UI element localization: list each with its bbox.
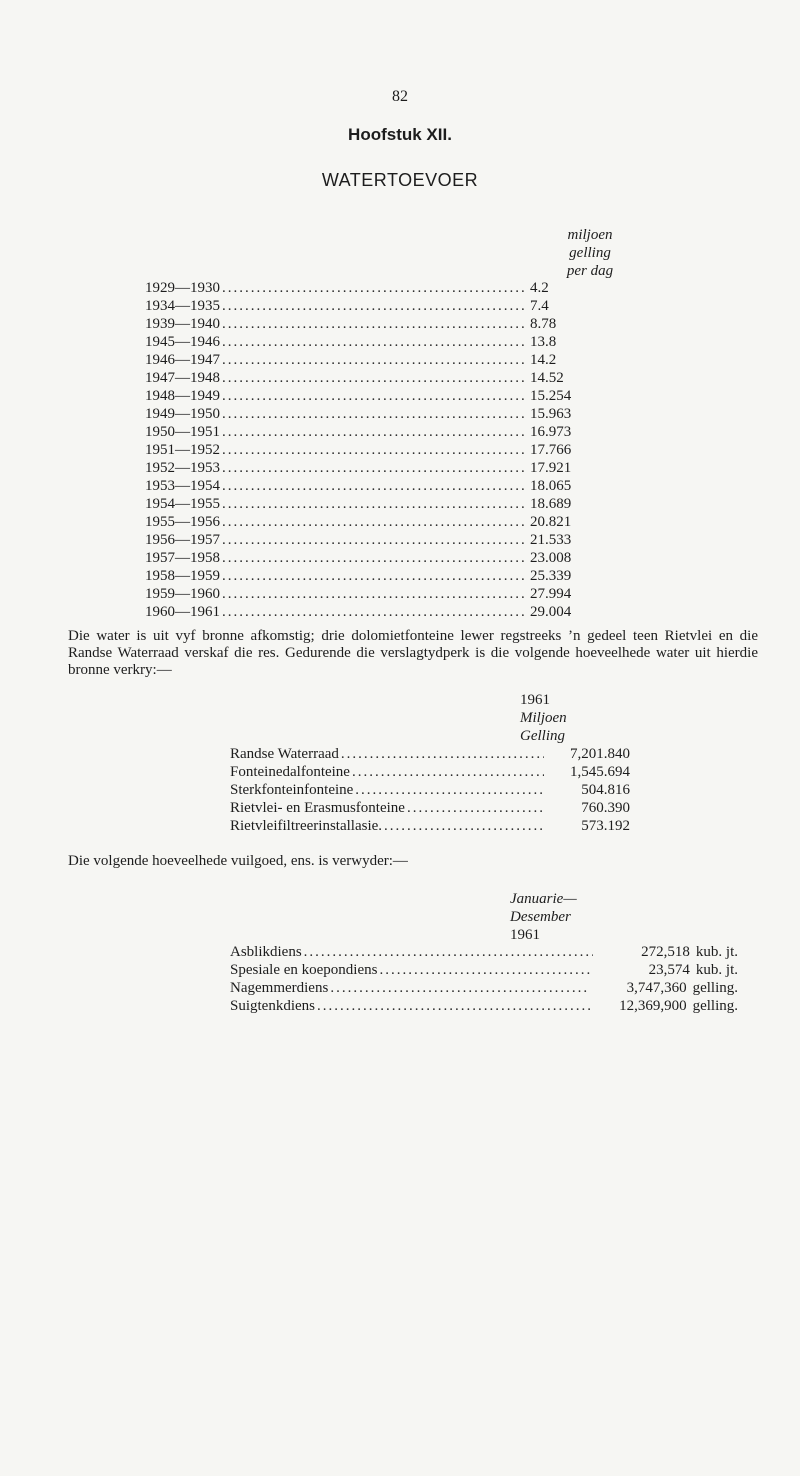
refuse-header-line: Desember [510,909,571,925]
supply-row [145,424,590,442]
leader-dots [407,800,544,817]
leader-dots [222,424,526,441]
period-label: 1929—1930 [145,280,220,296]
source-value: 504.816 [581,782,630,798]
leader-dots [222,586,526,603]
supply-value: 21.533 [530,532,572,548]
sources-header-unit: Miljoen [520,710,567,726]
leader-dots [330,980,589,997]
period-label: 1959—1960 [145,586,220,602]
refuse-value: 12,369,900 [619,998,687,1014]
supply-row [145,460,590,478]
supply-value: 23.008 [530,550,572,566]
supply-value: 18.689 [530,496,572,512]
supply-row [145,514,590,532]
refuse-row [230,998,738,1016]
source-value: 760.390 [581,800,630,816]
period-label: 1951—1952 [145,442,220,458]
supply-row [145,478,590,496]
service-label: Suigtenkdiens [230,998,315,1014]
refuse-header [510,890,620,944]
source-value: 7,201.840 [570,746,630,762]
leader-dots [317,998,590,1015]
supply-unit-header [525,226,655,280]
supply-row [145,298,590,316]
supply-row [145,334,590,352]
refuse-row [230,980,738,998]
unit-header-line: per dag [566,263,614,279]
supply-row [145,442,590,460]
source-row [230,818,630,836]
period-label: 1947—1948 [145,370,220,386]
leader-dots [222,280,526,297]
source-label: Fonteinedalfonteine [230,764,350,780]
leader-dots [222,604,526,621]
period-label: 1946—1947 [145,352,220,368]
supply-row [145,352,590,370]
supply-row [145,388,590,406]
supply-value: 14.2 [530,352,557,368]
supply-value: 25.339 [530,568,572,584]
leader-dots [222,460,526,477]
leader-dots [222,334,526,351]
leader-dots [222,514,526,531]
supply-value: 8.78 [530,316,557,332]
supply-value: 15.254 [530,388,572,404]
unit-header-line: miljoen [567,227,613,243]
period-label: 1955—1956 [145,514,220,530]
period-label: 1953—1954 [145,478,220,494]
sources-header-unit: Gelling [520,728,565,744]
refuse-unit: kub. jt. [695,962,738,978]
period-label: 1958—1959 [145,568,220,584]
chapter-heading: Hoofstuk XII. [348,125,452,144]
period-label: 1956—1957 [145,532,220,548]
leader-dots [379,962,592,979]
refuse-row [230,962,738,980]
period-label: 1950—1951 [145,424,220,440]
unit-header-line: gelling [569,245,611,261]
period-label: 1957—1958 [145,550,220,566]
supply-row [145,316,590,334]
leader-dots [352,764,544,781]
period-label: 1945—1946 [145,334,220,350]
supply-value: 14.52 [530,370,564,386]
leader-dots [222,568,526,585]
refuse-row [230,944,738,962]
sources-header [520,691,610,745]
source-row [230,782,630,800]
supply-value: 29.004 [530,604,572,620]
source-row [230,800,630,818]
service-label: Nagemmerdiens [230,980,329,996]
supply-value: 4.2 [530,280,549,296]
supply-row [145,550,590,568]
supply-value: 17.921 [530,460,572,476]
leader-dots [384,818,544,835]
source-value: 573.192 [581,818,630,834]
leader-dots [222,352,526,369]
period-label: 1948—1949 [145,388,220,404]
supply-value: 13.8 [530,334,557,350]
service-label: Asblikdiens [230,944,302,960]
leader-dots [222,370,526,387]
supply-row [145,280,590,298]
leader-dots [304,944,593,961]
leader-dots [222,316,526,333]
supply-value: 16.973 [530,424,572,440]
source-value: 1,545.694 [570,764,630,780]
period-label: 1934—1935 [145,298,220,314]
supply-row [145,568,590,586]
refuse-header-year: 1961 [510,927,540,943]
refuse-unit: gelling. [692,998,738,1014]
refuse-value: 272,518 [641,944,690,960]
period-label: 1960—1961 [145,604,220,620]
refuse-value: 3,747,360 [626,980,687,996]
supply-value: 18.065 [530,478,572,494]
leader-dots [222,388,526,405]
period-label: 1949—1950 [145,406,220,422]
supply-value: 7.4 [530,298,549,314]
source-row [230,746,630,764]
supply-row [145,496,590,514]
period-label: 1952—1953 [145,460,220,476]
leader-dots [222,496,526,513]
supply-row [145,370,590,388]
refuse-value: 23,574 [648,962,690,978]
source-label: Rietvleifiltreerinstallasie. [230,818,383,834]
sources-header-year: 1961 [520,692,550,708]
period-label: 1954—1955 [145,496,220,512]
period-label: 1939—1940 [145,316,220,332]
supply-row [145,604,590,622]
leader-dots [222,298,526,315]
service-label: Spesiale en koepondiens [230,962,378,978]
supply-value: 27.994 [530,586,572,602]
source-label: Rietvlei- en Erasmusfonteine [230,800,405,816]
refuse-header-line: Januarie— [510,891,577,907]
leader-dots [341,746,544,763]
supply-row [145,406,590,424]
leader-dots [222,550,526,567]
section-title: WATERTOEVOER [321,170,479,190]
source-label: Randse Waterraad [230,746,339,762]
refuse-unit: gelling. [692,980,738,996]
supply-value: 17.766 [530,442,572,458]
supply-row [145,586,590,604]
supply-value: 15.963 [530,406,572,422]
refuse-paragraph: Die volgende hoeveelhede vuilgoed, ens. is verwyder:— [68,853,408,869]
supply-row [145,532,590,550]
refuse-unit: kub. jt. [695,944,738,960]
page-number: 82 [392,88,408,105]
source-row [230,764,630,782]
leader-dots [222,478,526,495]
leader-dots [355,782,544,799]
leader-dots [222,442,526,459]
supply-value: 20.821 [530,514,572,530]
source-label: Sterkfonteinfonteine [230,782,354,798]
leader-dots [222,532,526,549]
leader-dots [222,406,526,423]
sources-paragraph: Die water is uit vyf bronne afkomstig; drie dolomietfonteine lewer regstreeks ’n gedeel teen Rietvlei en die Randse Waterraad verskaf die res. Gedurende die verslagtydperk is die volgende hoeveelhede water uit hierdie bronne verkry:— [68,628,758,678]
